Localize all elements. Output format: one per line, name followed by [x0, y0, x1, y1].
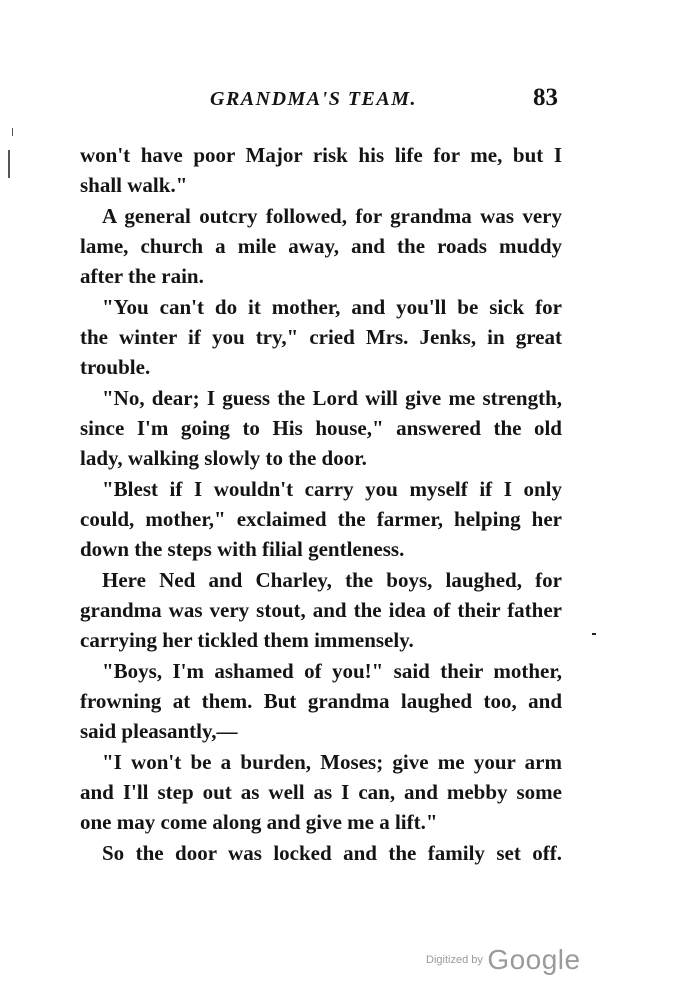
text-line: down the steps with filial gentleness. — [80, 537, 405, 561]
text-line: the winter if you try," cried Mrs. Jenks, in great — [80, 325, 562, 349]
text-line: frowning at them. But grandma laughed too, and — [80, 689, 562, 713]
margin-mark — [12, 128, 13, 136]
text-line: one may come along and give me a lift." — [80, 810, 438, 834]
text-line: lame, church a mile away, and the roads muddy — [80, 234, 562, 258]
digitized-watermark — [426, 944, 581, 976]
text-line: "Blest if I wouldn't carry you myself if I only — [102, 477, 562, 501]
text-line: "You can't do it mother, and you'll be sick for — [102, 295, 562, 319]
text-line: after the rain. — [80, 264, 204, 288]
page-number: 83 — [533, 84, 558, 111]
print-speck — [592, 633, 596, 635]
text-line: and I'll step out as well as I can, and mebby some — [80, 780, 562, 804]
text-line: shall walk." — [80, 173, 188, 197]
text-line: trouble. — [80, 355, 151, 379]
text-line: Here Ned and Charley, the boys, laughed, for — [102, 568, 562, 592]
text-line: could, mother," exclaimed the farmer, helping her — [80, 507, 562, 531]
text-line: won't have poor Major risk his life for me, but I — [80, 143, 562, 167]
margin-mark — [8, 150, 10, 178]
text-line: said pleasantly,— — [80, 719, 238, 743]
text-line: carrying her tickled them immensely. — [80, 628, 414, 652]
running-title: GRANDMA'S TEAM. — [210, 88, 417, 110]
text-line: "Boys, I'm ashamed of you!" said their mother, — [102, 659, 562, 683]
watermark-prefix: Digitized by — [426, 954, 483, 966]
text-line: grandma was very stout, and the idea of their father — [80, 598, 562, 622]
google-logo: Google — [487, 944, 581, 975]
text-line: lady, walking slowly to the door. — [80, 446, 367, 470]
text-line: "I won't be a burden, Moses; give me your arm — [102, 750, 562, 774]
text-line: "No, dear; I guess the Lord will give me strength, — [102, 386, 562, 410]
text-line: So the door was locked and the family set off. — [102, 841, 562, 865]
text-line: since I'm going to His house," answered the old — [80, 416, 562, 440]
text-line: A general outcry followed, for grandma was very — [102, 204, 562, 228]
